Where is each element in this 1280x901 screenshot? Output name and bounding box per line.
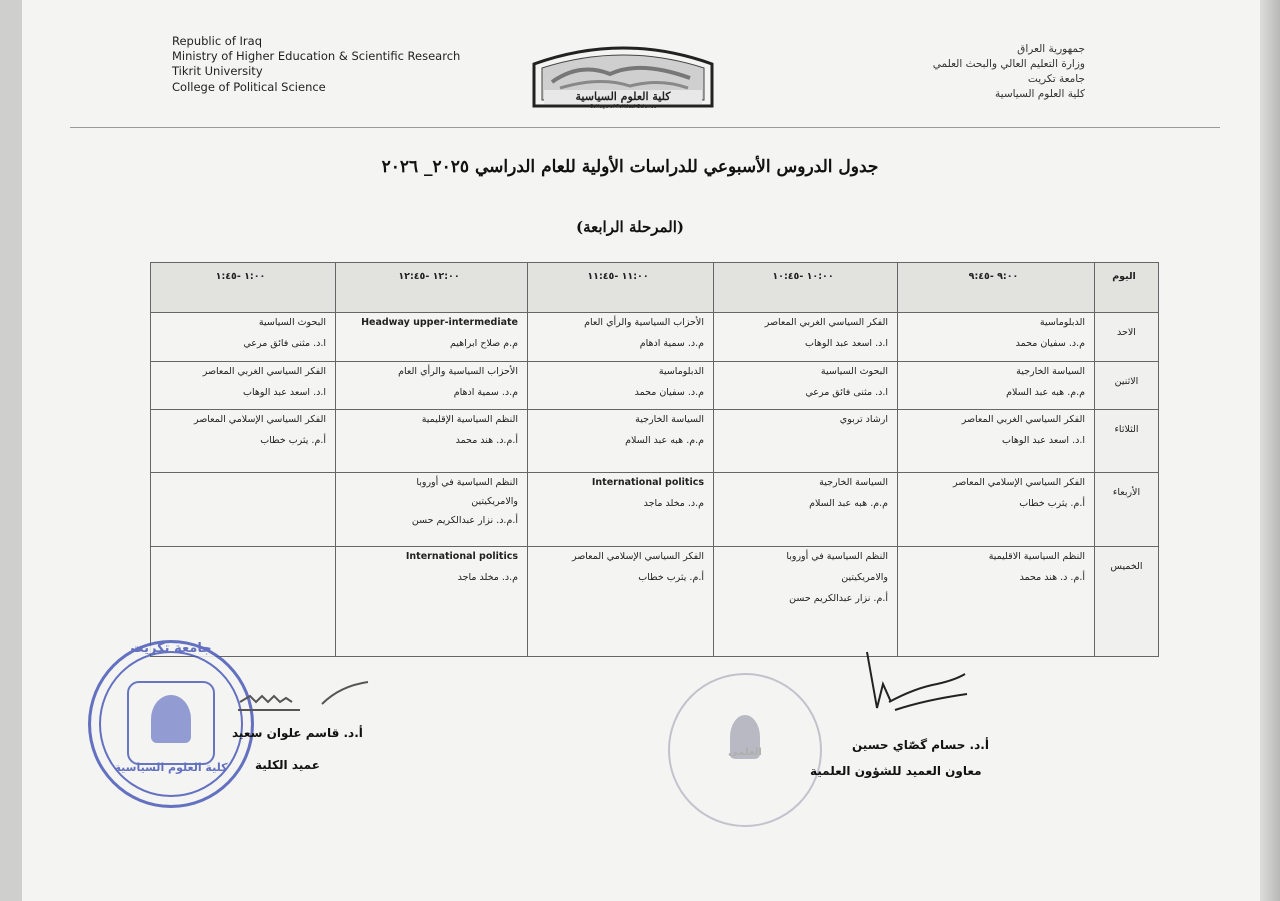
subject-name: النظم السياسية في أوروبا (786, 551, 888, 563)
stamp-text-top: جامعة تكريت (130, 641, 212, 656)
lesson-cell (528, 472, 714, 547)
teacher-name: م.م. هبه عبد السلام (809, 497, 888, 509)
dean-role: عميد الكلية (255, 758, 320, 772)
teacher-name: أ.م.د. هند محمد (455, 435, 518, 447)
lesson-cell (898, 410, 1095, 472)
day-column-header: اليوم (1095, 263, 1159, 313)
day-cell: الثلاثاء (1095, 410, 1159, 472)
subject-name: السياسة الخارجية (819, 476, 888, 488)
teacher-name: م.م. هبه عبد السلام (625, 435, 704, 447)
subject-name: International politics (405, 551, 518, 563)
teacher-name: ا.د. اسعد عبد الوهاب (805, 338, 888, 350)
table-row (151, 313, 1159, 361)
schedule-subtitle: (المرحلة الرابعة) (575, 218, 685, 236)
subject-name: البحوث السياسية (258, 317, 326, 329)
teacher-name: ا.د. اسعد عبد الوهاب (1002, 435, 1085, 447)
stamp-text-bottom: كلية العلوم السياسية (114, 761, 228, 774)
schedule-table (150, 262, 1159, 657)
university-stamp (88, 640, 254, 808)
header-ar-line: وزارة التعليم العالي والبحث العلمي (932, 58, 1085, 70)
logo-text: كلية العلوم السياسية (575, 90, 671, 103)
subject-name: Headway upper-intermediate (361, 317, 518, 329)
subject-name: الأحزاب السياسية والرأي العام (398, 365, 518, 377)
teacher-name: أ.م. يثرب خطاب (638, 572, 704, 584)
teacher-name: ا.د. مثنى فائق مرعي (805, 386, 888, 398)
lesson-cell (714, 547, 898, 657)
header-en-line: Republic of Iraq (172, 34, 263, 48)
lesson-cell (151, 472, 336, 547)
subject-name: الدبلوماسية (658, 365, 704, 377)
subject-name-line2: والامريكيتين (471, 495, 518, 507)
day-cell: الاحد (1095, 313, 1159, 361)
lesson-cell (528, 313, 714, 361)
header-en-line: Ministry of Higher Education & Scientific Research (172, 49, 461, 64)
vice-dean-name: أ.د. حسام گصّاي حسين (852, 738, 989, 752)
vice-dean-signature (855, 650, 975, 730)
subject-name: International politics (591, 476, 704, 488)
teacher-name: م.د. سمية ادهام (639, 338, 704, 350)
time-slot-header: ١:٠٠ -١:٤٥ (151, 263, 336, 313)
day-cell: الخميس (1095, 547, 1159, 657)
teacher-name: م.م صلاح ابراهيم (449, 338, 518, 350)
time-slot-header: ١٠:٠٠ -١٠:٤٥ (714, 263, 898, 313)
lesson-cell (714, 313, 898, 361)
lesson-cell (336, 472, 528, 547)
teacher-name: أ.م. د. هند محمد (1019, 572, 1085, 584)
table-row (151, 410, 1159, 472)
day-cell: الاثنين (1095, 361, 1159, 409)
logo-subtext: College of Political Science (589, 104, 657, 110)
table-row (151, 472, 1159, 547)
subject-name: النظم السياسية الاقليمية (988, 551, 1085, 563)
header-ar-line: كلية العلوم السياسية (995, 88, 1085, 100)
header-divider (70, 127, 1220, 128)
teacher-name: أ.م.د. نزار عبدالكريم حسن (411, 514, 518, 526)
lesson-cell (336, 313, 528, 361)
subject-name: الفكر السياسي الإسلامي المعاصر (193, 414, 326, 426)
lesson-cell (528, 361, 714, 409)
teacher-name: أ.م. يثرب خطاب (260, 435, 326, 447)
page-edge-shadow (1260, 0, 1280, 901)
table-header-row (151, 263, 1159, 313)
header-arabic (933, 42, 1085, 102)
subject-name: ارشاد تربوي (839, 414, 888, 426)
lesson-cell (898, 361, 1095, 409)
header-english (172, 34, 460, 95)
teacher-name: م.م. هبه عبد السلام (1006, 386, 1085, 398)
scientific-affairs-stamp (668, 673, 822, 827)
college-logo (530, 42, 716, 110)
time-slot-header: ١١:٠٠ -١١:٤٥ (528, 263, 714, 313)
lesson-cell (898, 472, 1095, 547)
teacher-name: ا.د. مثنى فائق مرعي (243, 338, 326, 350)
lesson-cell (336, 547, 528, 657)
subject-name: الفكر السياسي الغربي المعاصر (202, 365, 326, 377)
teacher-name: م.د. سفيان محمد (1015, 338, 1085, 350)
teacher-name: أ.م. يثرب خطاب (1019, 497, 1085, 509)
lesson-cell (528, 547, 714, 657)
dean-name: أ.د. قاسم علوان سعيد (232, 726, 363, 740)
subject-name: الفكر السياسي الغربي المعاصر (764, 317, 888, 329)
table-row (151, 547, 1159, 657)
lesson-cell (151, 410, 336, 472)
subject-name: النظم السياسية الإقليمية (421, 414, 518, 426)
subject-name: البحوث السياسية (820, 365, 888, 377)
lesson-cell (714, 410, 898, 472)
stamp-emblem-icon (151, 695, 191, 743)
lesson-cell (714, 361, 898, 409)
lesson-cell (528, 410, 714, 472)
time-slot-header: ١٢:٠٠ -١٢:٤٥ (336, 263, 528, 313)
stamp-text: العلمي (728, 747, 762, 758)
time-slot-header: ٩:٠٠ -٩:٤٥ (898, 263, 1095, 313)
lesson-cell (714, 472, 898, 547)
header-ar-line: جامعة تكريت (1027, 73, 1085, 85)
day-cell: الأربعاء (1095, 472, 1159, 547)
lesson-cell (898, 547, 1095, 657)
teacher-name: أ.م. نزار عبدالكريم حسن (789, 593, 888, 605)
subject-name: الدبلوماسية (1039, 317, 1085, 329)
subject-name-line2: والامريكيتين (841, 572, 888, 584)
lesson-cell (336, 361, 528, 409)
teacher-name: م.د. مخلد ماجد (643, 497, 704, 509)
subject-name: السياسة الخارجية (1016, 365, 1085, 377)
subject-name: الفكر السياسي الغربي المعاصر (961, 414, 1085, 426)
teacher-name: م.د. مخلد ماجد (457, 572, 518, 584)
subject-name: النظم السياسية في أوروبا (416, 476, 518, 488)
teacher-name: ا.د. اسعد عبد الوهاب (243, 386, 326, 398)
dean-signature (230, 668, 380, 718)
teacher-name: م.د. سفيان محمد (634, 386, 704, 398)
table-row (151, 361, 1159, 409)
lesson-cell (151, 361, 336, 409)
header-ar-line: جمهورية العراق (1017, 43, 1085, 55)
subject-name: الفكر السياسي الإسلامي المعاصر (571, 551, 704, 563)
subject-name: الفكر السياسي الإسلامي المعاصر (952, 476, 1085, 488)
lesson-cell (151, 313, 336, 361)
lesson-cell (898, 313, 1095, 361)
header-en-line: College of Political Science (172, 79, 326, 94)
vice-dean-role: معاون العميد للشؤون العلمية (810, 764, 982, 778)
header-en-line: Tikrit University (172, 64, 263, 79)
lesson-cell (336, 410, 528, 472)
subject-name: السياسة الخارجية (635, 414, 704, 426)
teacher-name: م.د. سمية ادهام (453, 386, 518, 398)
subject-name: الأحزاب السياسية والرأي العام (584, 317, 704, 329)
schedule-title: جدول الدروس الأسبوعي للدراسات الأولية للعام الدراسي ٢٠٢٥_ ٢٠٢٦ (381, 157, 879, 177)
